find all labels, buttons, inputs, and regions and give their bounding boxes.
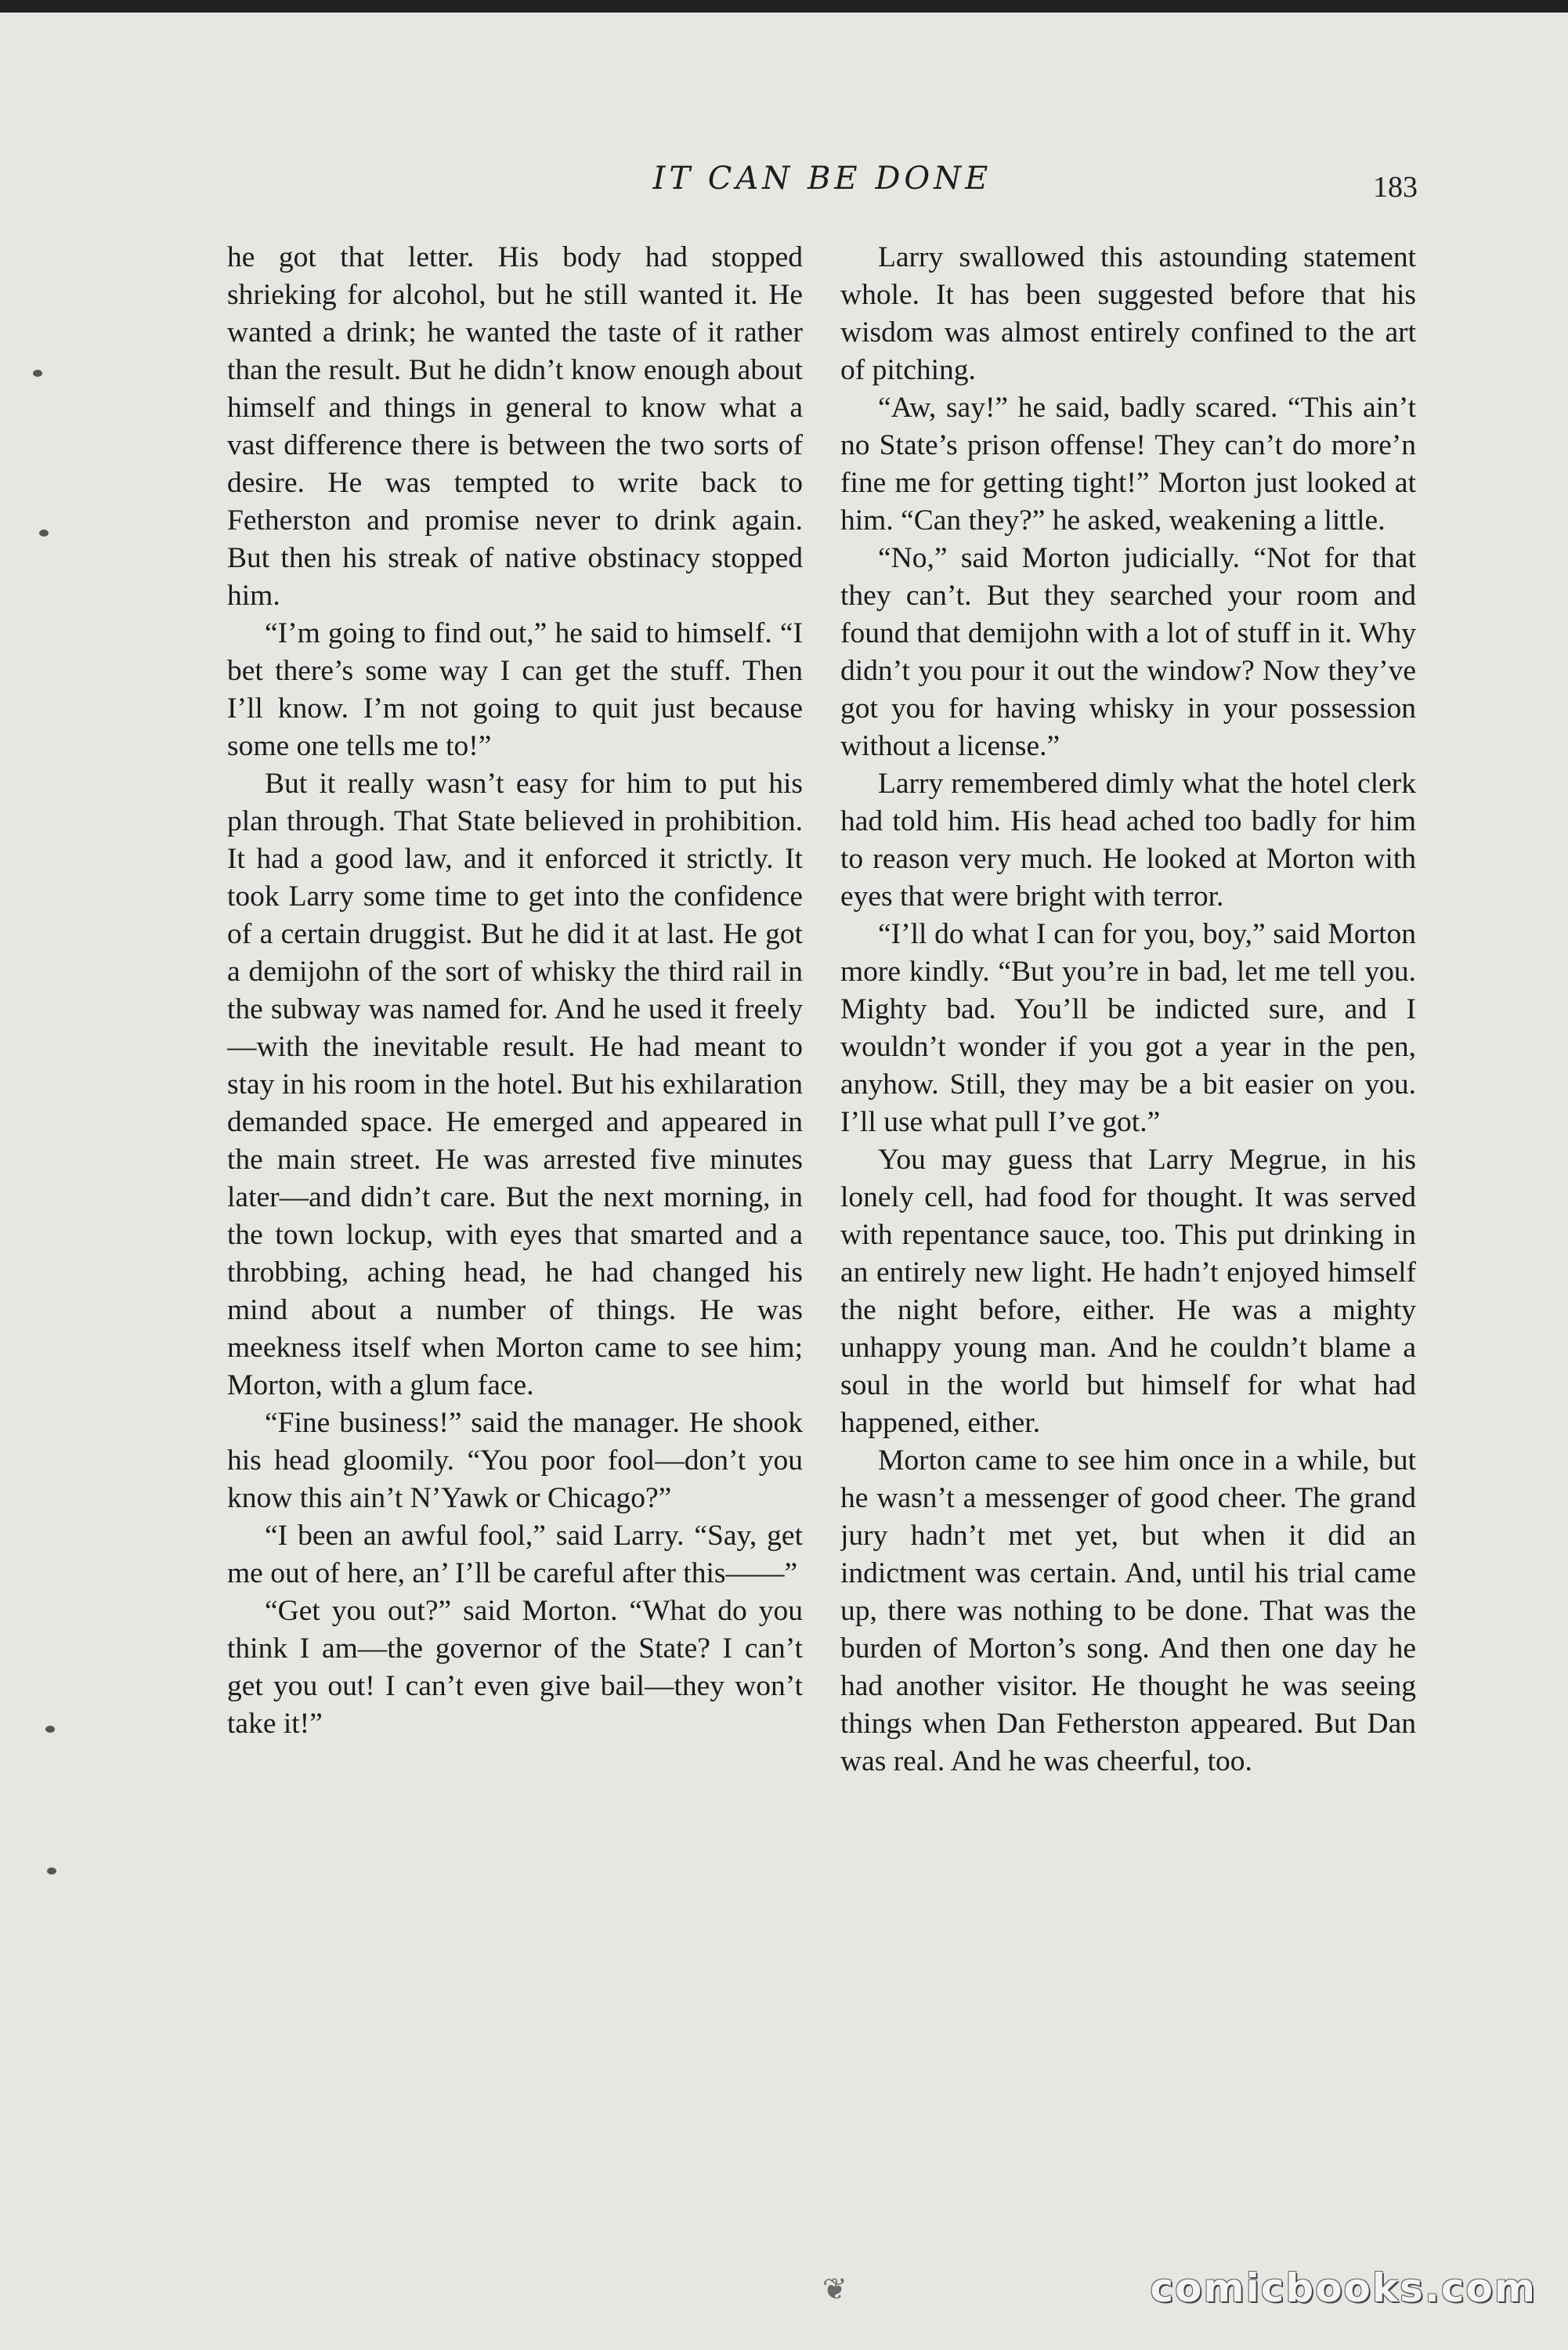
binder-hole-mark xyxy=(33,370,42,377)
paragraph: Larry swallowed this astounding statement whole. It has been suggested before that his wisdom was almost entirely confined to the art of pitching. xyxy=(840,241,1416,386)
paragraph: “No,” said Morton judicially. “Not for that they can’t. But they searched your room and found that demijohn with a lot of stuff in it. Why didn’t you pour it out the window? Now they’ve got you for having whisky in your possession without a license.” xyxy=(840,542,1416,762)
paragraph: “I’m going to find out,” he said to himself. “I bet there’s some way I can get the stuff. Then I’ll know. I’m not going to quit just because some one tells me to!” xyxy=(227,617,803,762)
paragraph: Larry remembered dimly what the hotel clerk had told him. His head ached too badly for him to reason very much. He looked at Morton with eyes that were bright with terror. xyxy=(840,768,1416,913)
watermark-logo: comicbooks.com xyxy=(1150,2265,1537,2311)
paragraph: he got that letter. His body had stopped shrieking for alcohol, but he still wanted it. He wanted a drink; he wanted the taste of it rather than the result. But he didn’t know enough about himself and things in general to know what a vast difference there is between the two sorts of desire. He was tempted to write back to Fetherston and promise never to drink again. But then his streak of native obstinacy stopped him. xyxy=(227,241,803,612)
footer-ornament: ❦ xyxy=(822,2273,847,2306)
paragraph: “Fine business!” said the manager. He shook his head gloomily. “You poor fool—don’t you know this ain’t N’Yawk or Chicago?” xyxy=(227,1407,803,1514)
binder-hole-mark xyxy=(47,1867,56,1875)
paragraph: But it really wasn’t easy for him to put his plan through. That State believed in prohibition. It had a good law, and it enforced it strictly. It took Larry some time to get into the confidence of a certain druggist. But he did it at last. He got a demijohn of the sort of whisky the third rail in the subway was named for. And he used it freely—with the inevitable result. He had meant to stay in his room in the hotel. But his exhilaration demanded space. He emerged and appeared in the main street. He was arrested five minutes later—and didn’t care. But the next morning, in the town lockup, with eyes that smarted and a throbbing, aching head, he had changed his mind about a number of things. He was meekness itself when Morton came to see him; Morton, with a glum face. xyxy=(227,768,803,1401)
paragraph: “I’ll do what I can for you, boy,” said Morton more kindly. “But you’re in bad, let me tell you. Mighty bad. You’ll be indicted sure, and I wouldn’t wonder if you got a year in the pen, anyhow. Still, they may be a bit easier on you. I’ll use what pull I’ve got.” xyxy=(840,918,1416,1138)
paragraph: You may guess that Larry Megrue, in his lonely cell, had food for thought. It was served with repentance sauce, too. This put drinking in an entirely new light. He hadn’t enjoyed himself the night before, either. He was a mighty unhappy young man. And he couldn’t blame a soul in the world but himself for what had happened, either. xyxy=(840,1144,1416,1439)
page-top-edge xyxy=(0,0,1568,13)
page-header xyxy=(227,161,1418,215)
paragraph: “Get you out?” said Morton. “What do you think I am—the governor of the State? I can’t get you out! I can’t even give bail—they won’t take it!” xyxy=(227,1595,803,1740)
paragraph: “I been an awful fool,” said Larry. “Say, get me out of here, an’ I’ll be careful after this——” xyxy=(227,1520,803,1589)
page-number: 183 xyxy=(1373,171,1418,204)
right-column xyxy=(840,239,1416,2142)
left-column xyxy=(227,239,803,2142)
binder-hole-mark xyxy=(45,1726,55,1733)
paragraph: Morton came to see him once in a while, but he wasn’t a messenger of good cheer. The grand jury hadn’t met yet, but when it did an indictment was certain. And, until his trial came up, there was nothing to be done. That was the burden of Morton’s song. And then one day he had another visitor. He thought he was seeing things when Dan Fetherston appeared. But Dan was real. And he was cheerful, too. xyxy=(840,1444,1416,1777)
binder-hole-mark xyxy=(39,530,49,537)
running-head: IT CAN BE DONE xyxy=(652,161,992,197)
paragraph: “Aw, say!” he said, badly scared. “This ain’t no State’s prison offense! They can’t do more’n fine me for getting tight!” Morton just looked at him. “Can they?” he asked, weakening a little. xyxy=(840,392,1416,537)
